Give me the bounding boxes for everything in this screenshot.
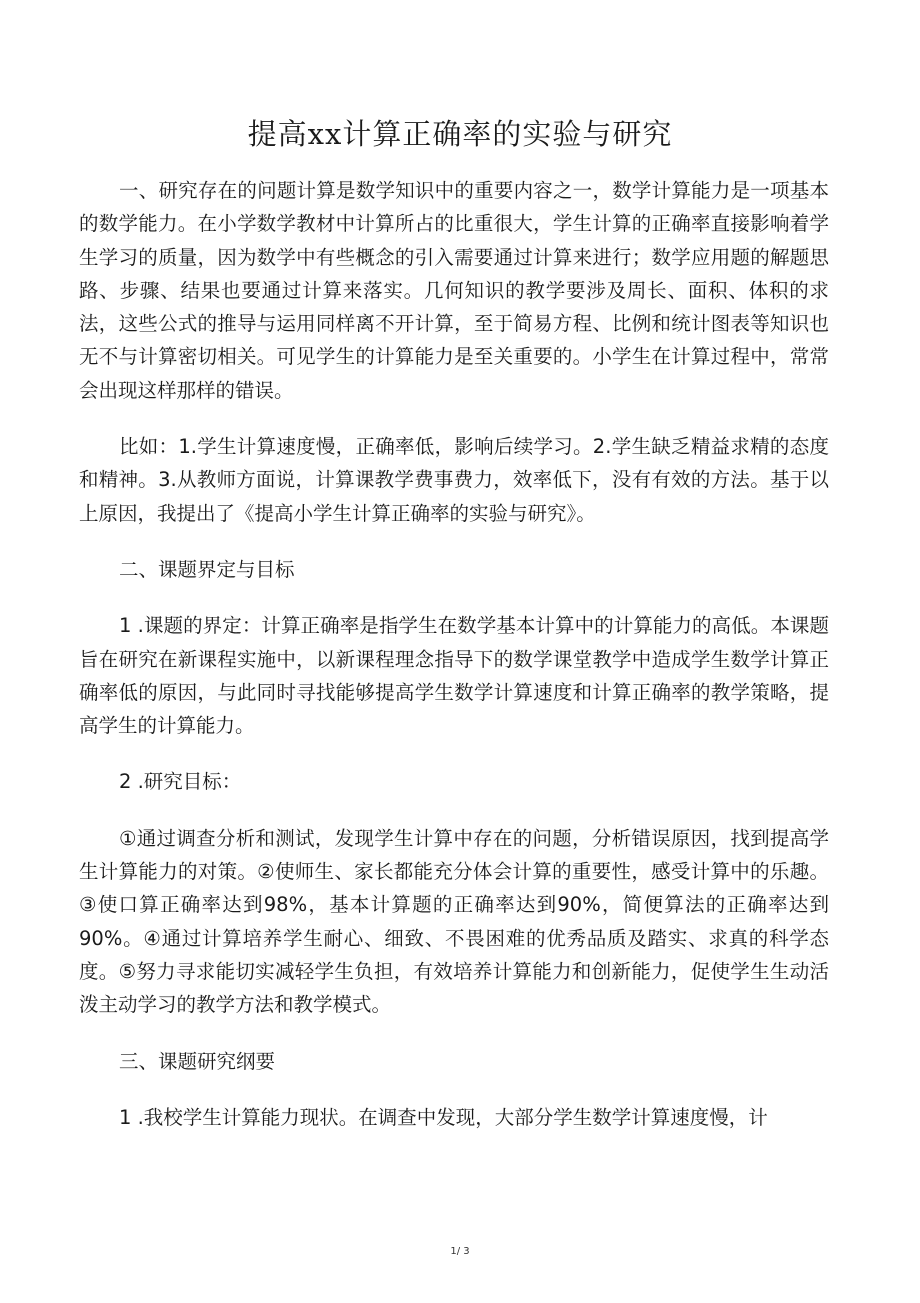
- section-heading-definition-goals: 二、课题界定与目标: [119, 557, 295, 581]
- paragraph-current-status: 1 .我校学生计算能力现状。在调查中发现，大部分学生数学计算速度慢，计: [119, 1105, 768, 1129]
- document-title: 提高xx计算正确率的实验与研究: [247, 117, 673, 151]
- paragraph-examples: 比如：1.学生计算速度慢，正确率低，影响后续学习。2.学生缺乏精益求精的态度和精神。3.从教师方面说，计算课教学费事费力，效率低下，没有有效的方法。基于以上原因，我提出了《提高小学生计算正确率的实验与研究》。: [79, 435, 829, 525]
- paragraph-research-goals: ①通过调查分析和测试，发现学生计算中存在的问题，分析错误原因，找到提高学生计算能力的对策。②使师生、家长都能充分体会计算的重要性，感受计算中的乐趣。③使口算正确率达到98%，基本计算题的正确率达到90%，简便算法的正确率达到90%。④通过计算培养学生耐心、细致、不畏困难的优秀品质及踏实、求真的科学态度。⑤努力寻求能切实减轻学生负担，有效培养计算能力和创新能力，促使学生生动活泼主动学习的教学方法和教学模式。: [79, 826, 829, 1017]
- paragraph-research-problem: 一、研究存在的问题计算是数学知识中的重要内容之一，数学计算能力是一项基本的数学能力。在小学数学教材中计算所占的比重很大，学生计算的正确率直接影响着学生学习的质量，因为数学中有些概念的引入需要通过计算来进行；数学应用题的解题思路、步骤、结果也要通过计算来落实。几何知识的教学要涉及周长、面积、体积的求法，这些公式的推导与运用同样离不开计算，至于简易方程、比例和统计图表等知识也无不与计算密切相关。可见学生的计算能力是至关重要的。小学生在计算过程中，常常会出现这样那样的错误。: [79, 179, 829, 402]
- paragraph-topic-definition: 1 .课题的界定：计算正确率是指学生在数学基本计算中的计算能力的高低。本课题旨在研究在新课程实施中，以新课程理念指导下的数学课堂教学中造成学生数学计算正确率低的原因，与此同时寻找能够提高学生数学计算速度和计算正确率的教学策略，提高学生的计算能力。: [79, 614, 829, 738]
- document-body: [79, 174, 829, 1157]
- page-number: 1/ 3: [450, 1246, 470, 1257]
- section-heading-research-outline: 三、课题研究纲要: [119, 1049, 276, 1073]
- subheading-research-goals: 2 .研究目标：: [119, 770, 242, 794]
